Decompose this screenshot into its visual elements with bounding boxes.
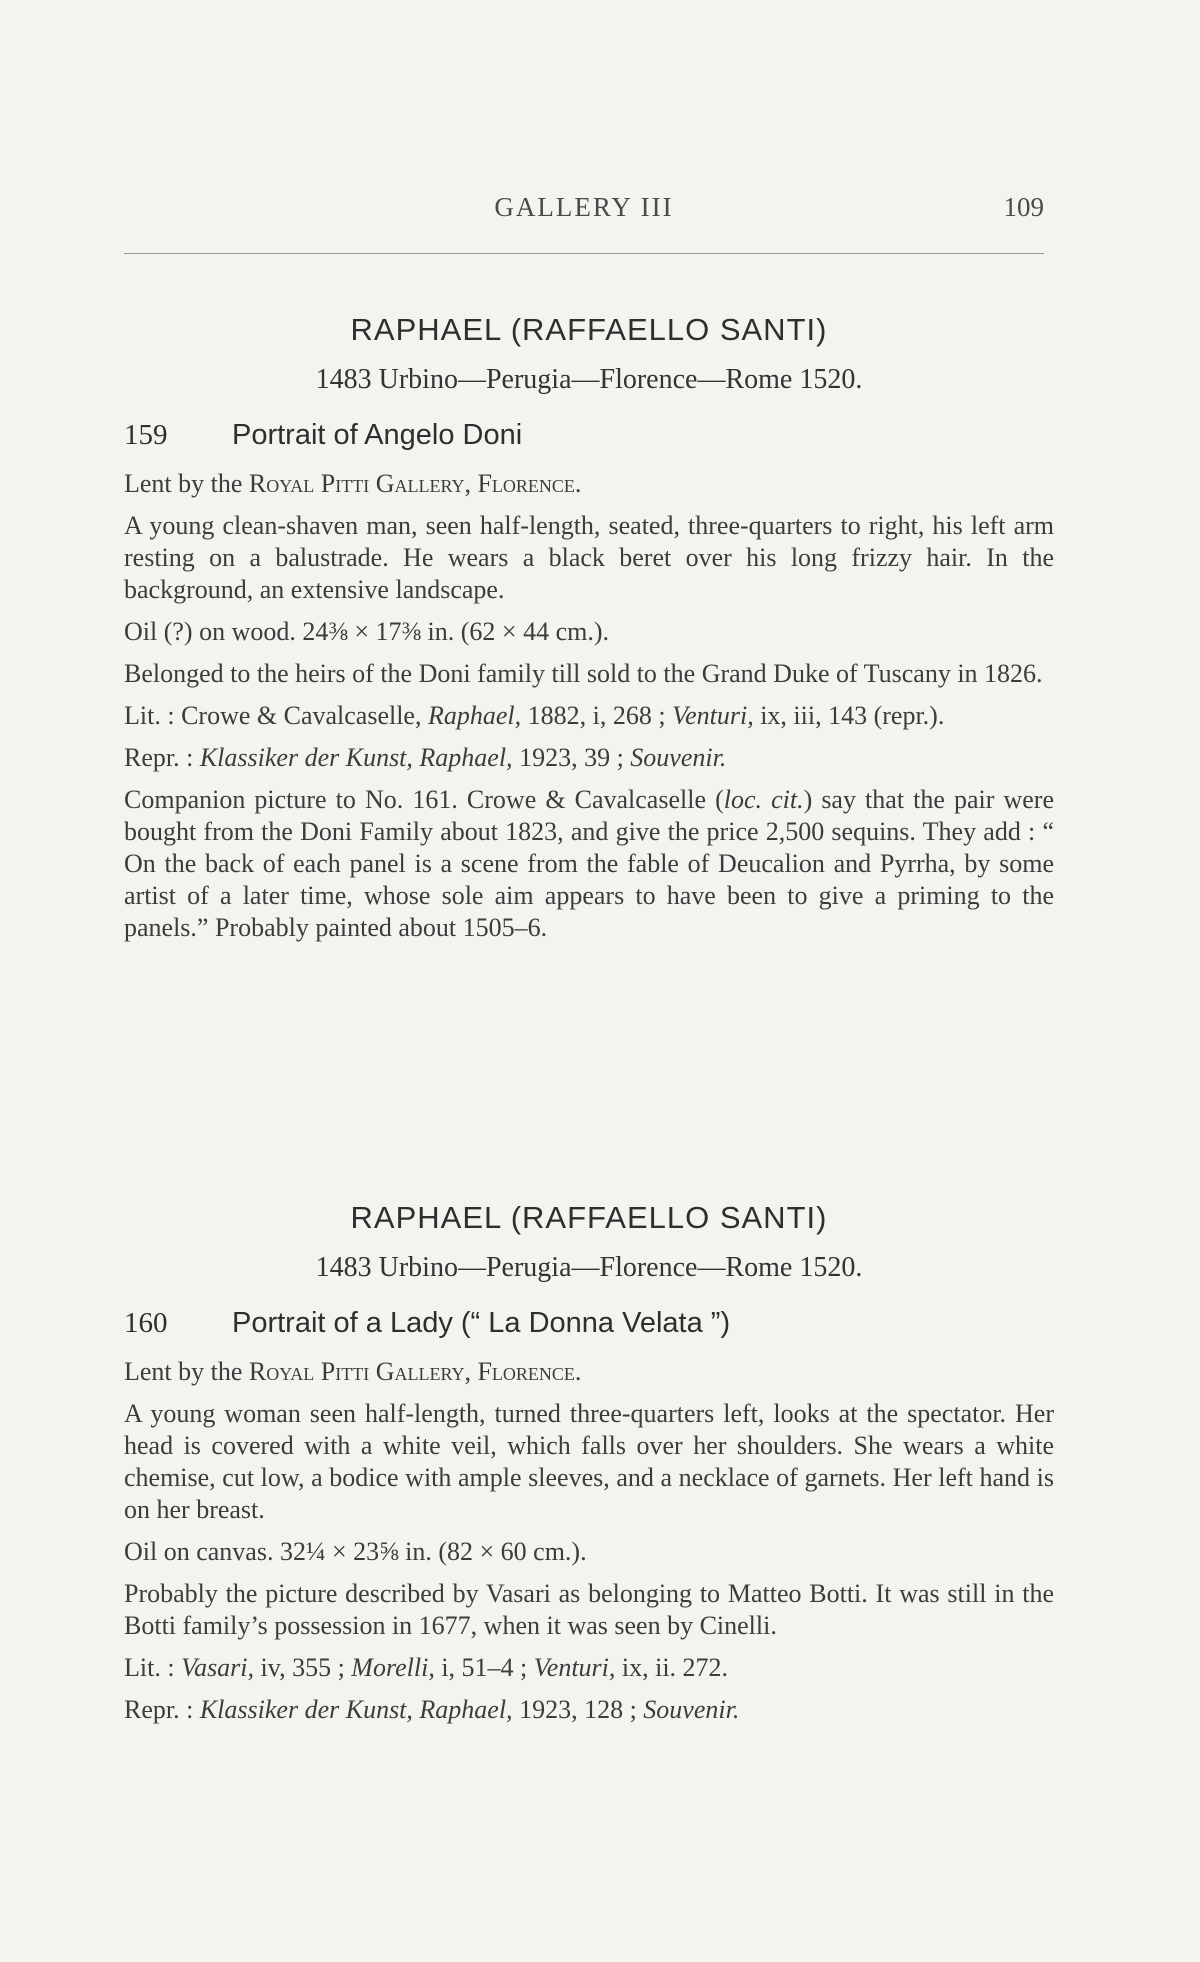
lit-part: Vasari,: [181, 1653, 255, 1682]
lit-label: Lit. :: [124, 701, 175, 730]
artist-dates: 1483 Urbino—Perugia—Florence—Rome 1520.: [315, 1252, 863, 1283]
artist-heading: RAPHAEL (RAFFAELLO SANTI): [350, 312, 828, 347]
lit-label: Lit. :: [124, 1653, 175, 1682]
running-head-title: GALLERY III: [494, 192, 674, 222]
lit-part: ix, ii. 272.: [621, 1653, 729, 1682]
note-part: loc. cit.: [723, 785, 804, 814]
catalogue-entry-159: [124, 310, 1054, 944]
page-number: 109: [1003, 192, 1044, 222]
provenance: Probably the picture described by Vasari as belonging to Matteo Botti. It was still in the Botti family’s possession in 1677, when it was seen by Cinelli.: [124, 1579, 1054, 1640]
lender-name: Royal Pitti Gallery, Florence.: [248, 469, 582, 498]
description: A young woman seen half-length, turned three-quarters left, looks at the spectator. Her head is covered with a white veil, which falls over her shoulders. She wears a white chemise, cut low, a bodice with ample sleeves, and a necklace of garnets. Her left hand is on her breast.: [124, 1399, 1054, 1524]
work-title: Portrait of a Lady (“ La Donna Velata ”): [232, 1307, 731, 1339]
work-heading: [124, 1304, 1054, 1342]
literature: [124, 1652, 1054, 1684]
lender-line: [124, 468, 1054, 500]
lit-part: ix, iii, 143 (repr.).: [760, 701, 945, 730]
catalogue-number: 159: [124, 419, 168, 451]
repr-part: 1923, 39 ;: [519, 743, 624, 772]
note-part: Companion picture to No. 161. Crowe & Cavalcaselle (: [124, 785, 724, 814]
catalogue-number: 160: [124, 1307, 168, 1339]
repr-part: Klassiker der Kunst, Raphael,: [199, 743, 513, 772]
lender-name: Royal Pitti Gallery, Florence.: [248, 1357, 582, 1386]
lit-part: iv, 355 ;: [260, 1653, 345, 1682]
lit-part: 1882, i, 268 ;: [527, 701, 666, 730]
repr-label: Repr. :: [124, 743, 194, 772]
lit-part: Morelli,: [351, 1653, 435, 1682]
provenance: Belonged to the heirs of the Doni family till sold to the Grand Duke of Tuscany in 1826.: [124, 659, 1043, 688]
medium-dimensions: Oil (?) on wood. 24⅜ × 17⅜ in. (62 × 44 cm.).: [124, 617, 609, 646]
lent-prefix: Lent by the: [124, 1357, 243, 1386]
lit-part: Venturi,: [533, 1653, 616, 1682]
artist-heading: RAPHAEL (RAFFAELLO SANTI): [350, 1200, 828, 1235]
work-heading: [124, 416, 1054, 454]
running-head: [124, 192, 1044, 232]
lit-part: i, 51–4 ;: [441, 1653, 528, 1682]
work-title: Portrait of Angelo Doni: [232, 419, 523, 451]
lit-part: Crowe & Cavalcaselle,: [181, 701, 422, 730]
lender-line: [124, 1356, 1054, 1388]
lit-part: Raphael,: [427, 701, 522, 730]
lent-prefix: Lent by the: [124, 469, 243, 498]
reproductions: [124, 742, 1054, 774]
repr-part: 1923, 128 ;: [519, 1695, 637, 1724]
repr-part: Souvenir.: [630, 743, 727, 772]
repr-part: Souvenir.: [643, 1695, 740, 1724]
lit-part: Venturi,: [672, 701, 754, 730]
repr-label: Repr. :: [124, 1695, 194, 1724]
catalogue-entry-160: [124, 1198, 1054, 1726]
repr-part: Klassiker der Kunst, Raphael,: [199, 1695, 513, 1724]
reproductions: [124, 1694, 1054, 1726]
artist-dates: 1483 Urbino—Perugia—Florence—Rome 1520.: [315, 364, 863, 395]
note-part: ) say that the pair were bought from the Doni Family about 1823, and give the price 2,500 sequins. They add : “ On the back of each panel is a scene from the fable of Deucalion and Pyrrha, by some artist of a later time, whose sole aim appears to have been to give a priming to the panels.” Probably painted about 1505–6.: [124, 785, 1054, 942]
header-rule: [124, 253, 1044, 254]
medium-dimensions: Oil on canvas. 32¼ × 23⅝ in. (82 × 60 cm.).: [124, 1537, 587, 1566]
literature: [124, 700, 1054, 732]
description: A young clean-shaven man, seen half-length, seated, three-quarters to right, his left arm resting on a balustrade. He wears a black beret over his long frizzy hair. In the background, an extensive landscape.: [124, 511, 1054, 604]
commentary: [124, 784, 1054, 944]
